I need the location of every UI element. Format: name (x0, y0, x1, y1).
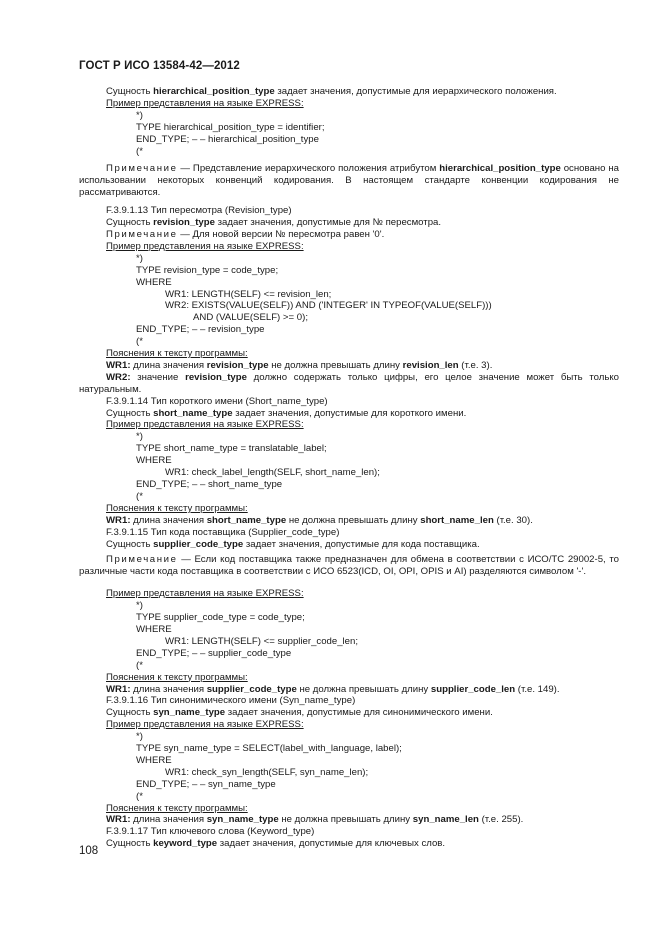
entity-description: Сущность revision_type задает значения, допустимые для № пересмотра. (106, 217, 442, 229)
example-heading: Пример представления на языке EXPRESS: (106, 240, 304, 252)
note-line: Примечание — Для новой версии № пересмотра равен '0'. (106, 228, 385, 240)
code-line: TYPE revision_type = code_type; (136, 264, 279, 276)
code-line: WR1: check_label_length(SELF, short_name_len); (165, 467, 380, 479)
code-line: END_TYPE; – – hierarchical_position_type (136, 133, 319, 145)
rule-explanation: WR1: длина значения revision_type не должна превышать длину revision_len (т.е. 3). (106, 359, 493, 371)
code-line: WR2: EXISTS(VALUE(SELF)) AND ('INTEGER' IN TYPEOF(VALUE(SELF))) (165, 300, 492, 312)
explanation-heading: Пояснения к тексту программы: (106, 502, 248, 514)
code-line: (* (136, 336, 143, 348)
code-line: WHERE (136, 276, 172, 288)
entity-description: Сущность syn_name_type задает значения, допустимые для синонимического имени. (106, 707, 493, 719)
explanation-heading: Пояснения к тексту программы: (106, 802, 248, 814)
code-line: END_TYPE; – – syn_name_type (136, 778, 276, 790)
explanation-heading: Пояснения к тексту программы: (106, 671, 248, 683)
code-line: WHERE (136, 754, 172, 766)
example-heading: Пример представления на языке EXPRESS: (106, 719, 304, 731)
section-heading: F.3.9.1.17 Тип ключевого слова (Keyword_type) (106, 826, 315, 838)
code-line: WHERE (136, 623, 172, 635)
code-line: *) (136, 731, 143, 743)
section-heading: F.3.9.1.16 Тип синонимического имени (Syn_name_type) (106, 695, 356, 707)
rule-explanation: WR1: длина значения supplier_code_type не должна превышать длину supplier_code_len (т.е. 149). (106, 683, 560, 695)
code-line: TYPE short_name_type = translatable_label; (136, 443, 327, 455)
entity-description: Сущность short_name_type задает значения, допустимые для короткого имени. (106, 407, 467, 419)
code-line: *) (136, 431, 143, 443)
code-line: (* (136, 659, 143, 671)
code-line: TYPE hierarchical_position_type = identifier; (136, 121, 325, 133)
explanation-heading: Пояснения к тексту программы: (106, 348, 248, 360)
code-line: END_TYPE; – – revision_type (136, 324, 265, 336)
rule-explanation: WR2: значение revision_type должно содержать только цифры, его целое значение может быть только натуральным. (79, 371, 619, 395)
code-line: TYPE supplier_code_type = code_type; (136, 612, 305, 624)
section-heading: F.3.9.1.14 Тип короткого имени (Short_name_type) (106, 395, 328, 407)
example-heading: Пример представления на языке EXPRESS: (106, 419, 304, 431)
code-line: (* (136, 145, 143, 157)
page-header: ГОСТ Р ИСО 13584-42—2012 (79, 60, 240, 72)
code-line: WR1: LENGTH(SELF) <= revision_len; (165, 288, 332, 300)
code-line: END_TYPE; – – supplier_code_type (136, 647, 292, 659)
code-line: *) (136, 109, 143, 121)
page-content (79, 86, 619, 850)
code-line: WR1: LENGTH(SELF) <= supplier_code_len; (165, 635, 359, 647)
example-heading: Пример представления на языке EXPRESS: (106, 588, 304, 600)
section-heading: F.3.9.1.15 Тип кода поставщика (Supplier_code_type) (106, 526, 340, 538)
rule-explanation: WR1: длина значения syn_name_type не должна превышать длину syn_name_len (т.е. 255). (106, 814, 524, 826)
code-line: END_TYPE; – – short_name_type (136, 479, 283, 490)
code-line: (* (136, 790, 143, 802)
note-paragraph: Примечание — Если код поставщика также предназначен для обмена в соответствии с ИСО/ТС 29002-5, то различные части кода поставщика в соответствии с ИСО 6523(ICD, OI, OPI, OPIS и AI) разделяются символом '-'. (79, 554, 619, 578)
entity-description: Сущность hierarchical_position_type задает значения, допустимые для иерархического положения. (106, 86, 557, 97)
code-line: *) (136, 600, 143, 612)
note-paragraph: Примечание — Представление иерархического положения атрибутом hierarchical_position_type основано на использовании некоторых конвенций кодирования. В настоящем стандарте конвенции кодирования не рассматриваются. (79, 163, 619, 199)
code-line: WHERE (136, 455, 172, 467)
entity-description: Сущность keyword_type задает значения, допустимые для ключевых слов. (106, 838, 446, 850)
example-heading: Пример представления на языке EXPRESS: (106, 97, 304, 109)
code-line: *) (136, 252, 143, 264)
rule-explanation: WR1: длина значения short_name_type не должна превышать длину short_name_len (т.е. 30). (106, 514, 533, 526)
code-line: WR1: check_syn_length(SELF, syn_name_len); (165, 766, 369, 778)
section-heading: F.3.9.1.13 Тип пересмотра (Revision_type) (106, 205, 292, 217)
entity-description: Сущность supplier_code_type задает значения, допустимые для кода поставщика. (106, 538, 480, 550)
code-line: TYPE syn_name_type = SELECT(label_with_language, label); (136, 743, 402, 755)
code-line: (* (136, 490, 143, 502)
code-line: AND (VALUE(SELF) >= 0); (193, 312, 308, 324)
page-number: 108 (79, 845, 99, 857)
